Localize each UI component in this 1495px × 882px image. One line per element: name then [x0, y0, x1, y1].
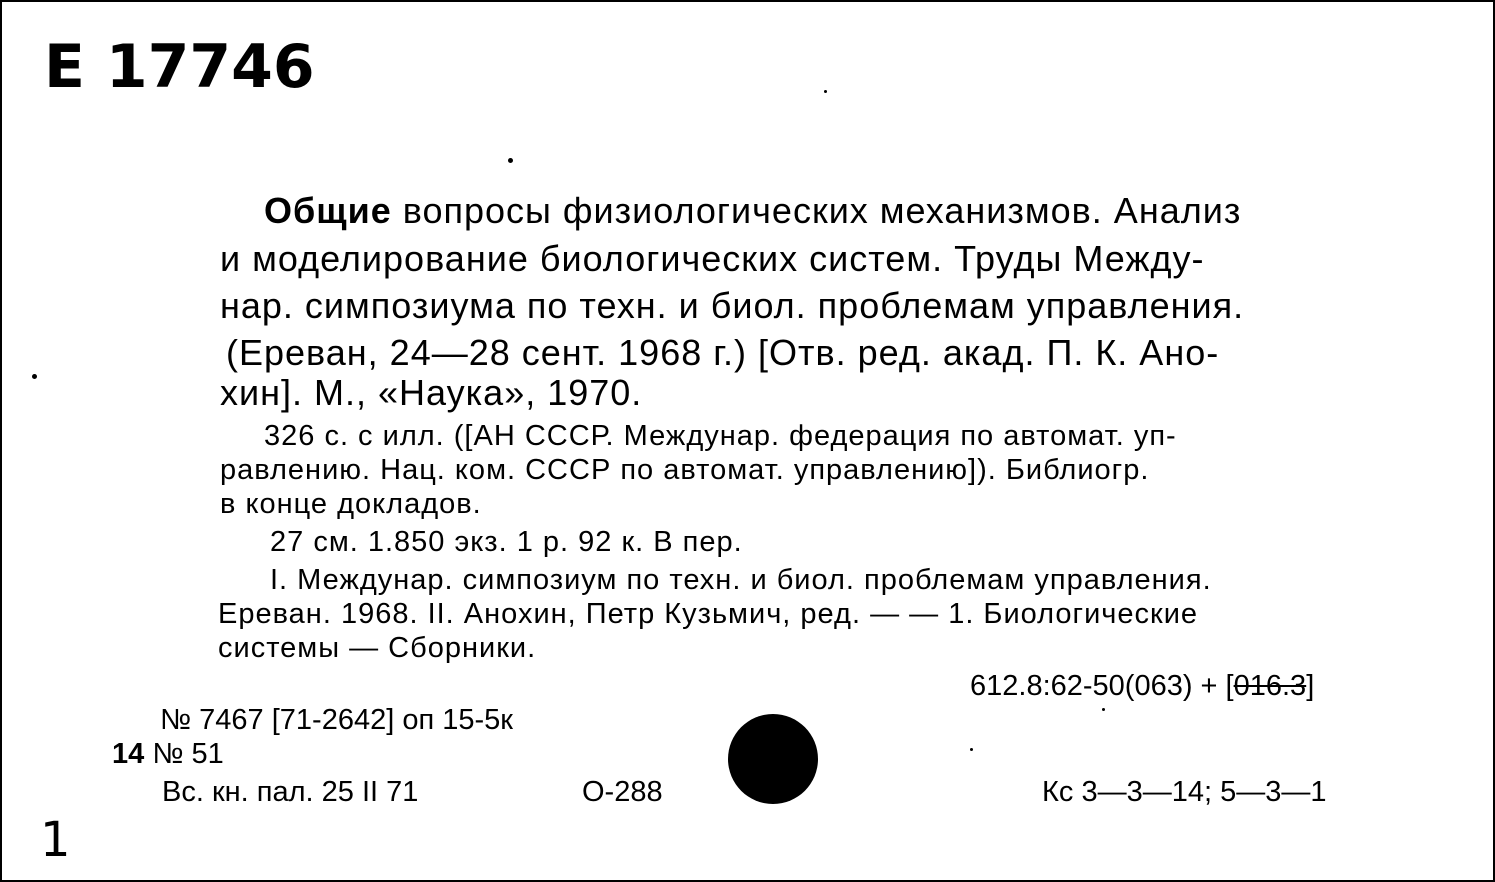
copy-number-value: № 51 — [152, 738, 224, 770]
book-chamber: Вс. кн. пал. 25 II 71 — [162, 776, 419, 808]
speck — [508, 158, 513, 163]
handwritten-mark: 1 — [40, 812, 71, 868]
classification — [970, 670, 1314, 703]
speck — [970, 748, 973, 751]
desc-line-4: 27 см. 1.850 экз. 1 р. 92 к. В пер. — [270, 526, 743, 558]
speck — [32, 374, 37, 379]
desc-line-2: равлению. Нац. ком. СССР по автомат. управлению]). Библиогр. — [220, 454, 1150, 486]
title-line-5: хин]. М., «Наука», 1970. — [220, 372, 643, 413]
title-line-1 — [264, 190, 1241, 232]
classification-struck: 016.3 — [1233, 670, 1307, 702]
desc-line-3: в конце докладов. — [220, 488, 482, 520]
desc-line-1: 326 с. с илл. ([АН СССР. Междунар. федерация по автомат. уп- — [264, 420, 1177, 452]
print-code: О-288 — [582, 776, 663, 808]
title-line-4: (Ереван, 24—28 сент. 1968 г.) [Отв. ред. акад. П. К. Ано- — [226, 332, 1220, 373]
order-number: № 7467 [71-2642] оп 15-5к — [160, 704, 513, 736]
desc-line-6: Ереван. 1968. II. Анохин, Петр Кузьмич, ред. — — 1. Биологические — [218, 598, 1199, 630]
desc-line-7: системы — Сборники. — [218, 632, 537, 664]
kc-code: Кс 3—3—14; 5—3—1 — [1042, 776, 1327, 808]
title-line-3: нар. симпозиума по техн. и биол. проблемам управления. — [220, 285, 1245, 326]
copy-number-prefix: 14 — [112, 738, 145, 770]
handwritten-code: Е 17746 — [44, 32, 315, 102]
speck — [1102, 708, 1105, 711]
speck — [824, 90, 827, 93]
classification-main: 612.8:62-50(063) + [ — [970, 670, 1234, 702]
punch-hole — [728, 714, 818, 804]
title-line-2: и моделирование биологических систем. Труды Междy- — [220, 238, 1205, 279]
title-rest: вопросы физиологических механизмов. Анализ — [391, 190, 1242, 231]
classification-close: ] — [1306, 670, 1315, 702]
title-bold: Общие — [264, 190, 392, 231]
copy-number — [112, 738, 224, 771]
desc-line-5: I. Междунар. симпозиум по техн. и биол. проблемам управления. — [270, 564, 1212, 596]
